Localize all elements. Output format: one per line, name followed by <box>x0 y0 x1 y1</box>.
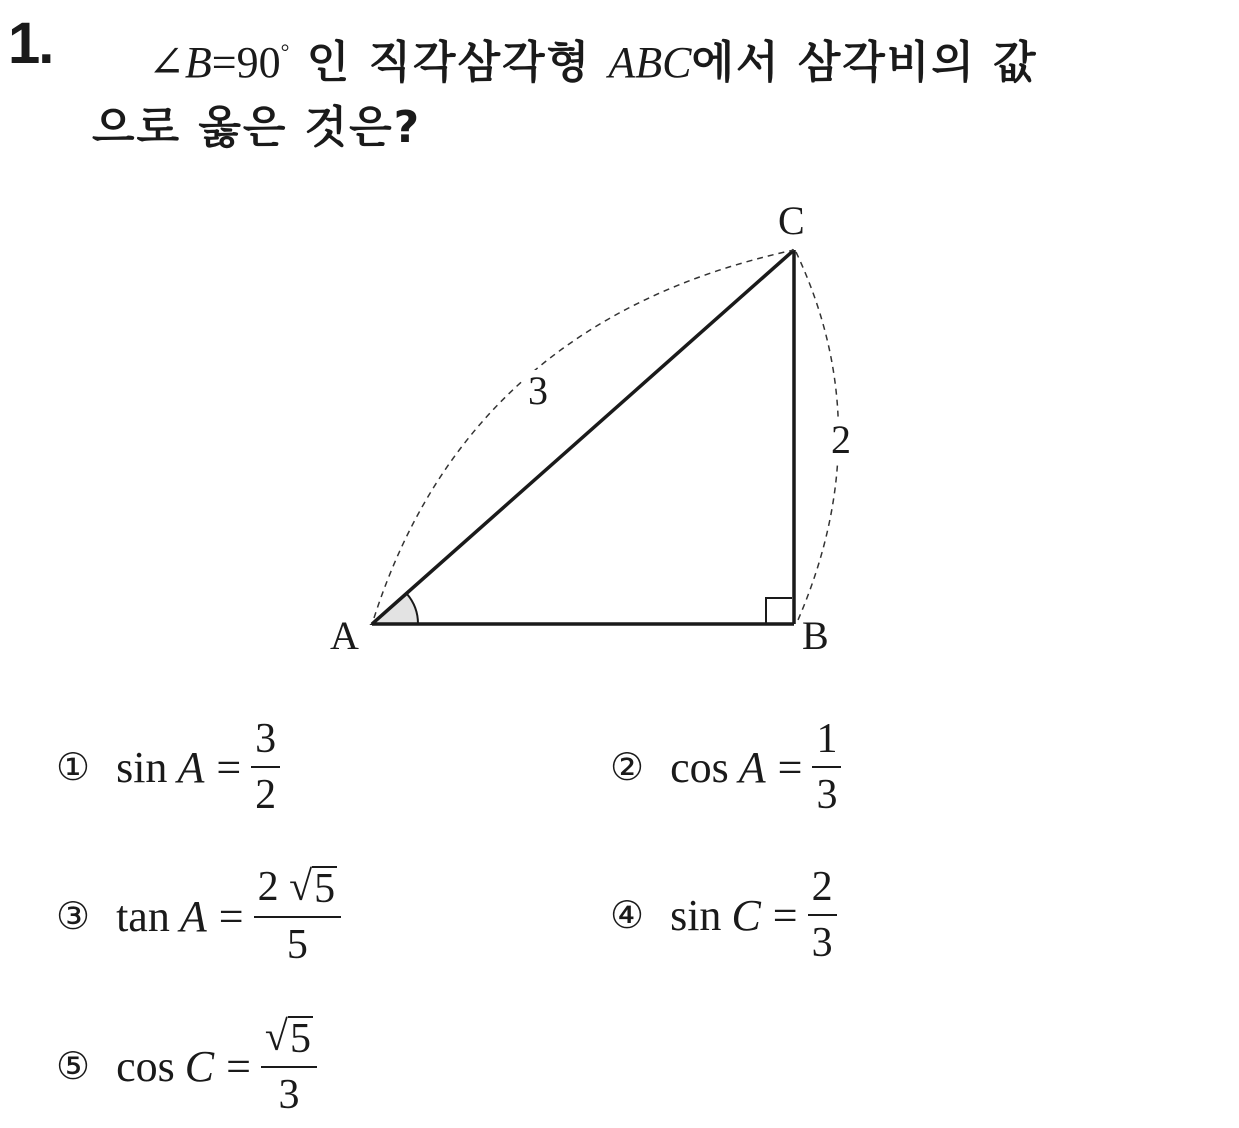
choice-1[interactable] <box>56 718 280 816</box>
trig-variable: C <box>731 890 761 940</box>
vertex-b-label: B <box>802 613 829 658</box>
vertex-a-label: A <box>330 613 359 658</box>
choice-5[interactable] <box>56 1016 317 1116</box>
fraction <box>254 866 342 966</box>
fraction <box>251 718 280 816</box>
fraction-numerator: 3 <box>255 716 277 762</box>
angle-equals: = <box>211 38 237 87</box>
fraction-numerator: 2 <box>811 864 833 910</box>
square-root <box>289 866 337 910</box>
fraction <box>812 718 841 816</box>
trig-variable: C <box>184 1041 215 1091</box>
trig-function: sin <box>670 890 722 940</box>
numerator-coefficient: 2 <box>257 864 279 910</box>
trig-variable: A <box>738 742 766 792</box>
side-bc-label: 2 <box>831 417 851 462</box>
right-angle-marker <box>766 598 792 624</box>
choice-marker: ④ <box>610 893 645 937</box>
equals-sign: = <box>226 1041 251 1091</box>
equals-sign: = <box>216 742 242 792</box>
choice-4[interactable] <box>610 866 837 964</box>
fraction-denominator: 3 <box>278 1072 300 1118</box>
fraction-numerator: 1 <box>816 716 838 762</box>
question-text-line-2: 으로 옳은 것은? <box>92 102 422 153</box>
trig-function: sin <box>116 742 168 792</box>
trig-variable: A <box>179 891 207 941</box>
fraction-denominator: 2 <box>255 772 277 818</box>
trig-function: cos <box>116 1041 175 1091</box>
side-ac-label: 3 <box>528 368 548 413</box>
choice-marker: ⑤ <box>56 1044 91 1088</box>
angle-vertex: B <box>184 38 212 87</box>
choice-3[interactable] <box>56 866 341 966</box>
fraction-numerator <box>254 866 342 916</box>
question-text-b: 에서 삼각비의 값 <box>691 37 1038 88</box>
question-text-a: 인 직각삼각형 <box>306 37 592 88</box>
choice-marker: ① <box>56 745 91 789</box>
trig-function: cos <box>670 742 729 792</box>
side-ac <box>372 250 794 624</box>
degree-sign: ° <box>280 39 290 64</box>
equals-sign: = <box>218 891 244 941</box>
choice-marker: ③ <box>56 894 91 938</box>
trig-variable: A <box>177 742 205 792</box>
fraction-denominator: 3 <box>816 772 838 818</box>
equals-sign: = <box>772 890 798 940</box>
fraction-denominator: 5 <box>286 922 308 968</box>
equals-sign: = <box>777 742 803 792</box>
radicand: 5 <box>314 866 336 912</box>
angle-degrees: 90 <box>236 38 281 87</box>
fraction-denominator: 3 <box>811 920 833 966</box>
fraction <box>261 1016 317 1116</box>
angle-symbol: ∠ <box>148 38 185 87</box>
trig-function: tan <box>116 891 170 941</box>
choice-2[interactable] <box>610 718 841 816</box>
vertex-c-label: C <box>778 198 805 243</box>
fraction-numerator <box>261 1016 317 1066</box>
radicand: 5 <box>289 1016 311 1062</box>
radical-sign: √ <box>264 1014 288 1060</box>
radical-sign: √ <box>289 864 313 910</box>
triangle-name: ABC <box>608 38 692 87</box>
square-root <box>265 1016 313 1060</box>
fraction <box>808 866 837 964</box>
choice-marker: ② <box>610 745 645 789</box>
question-number: 1. <box>8 11 53 76</box>
